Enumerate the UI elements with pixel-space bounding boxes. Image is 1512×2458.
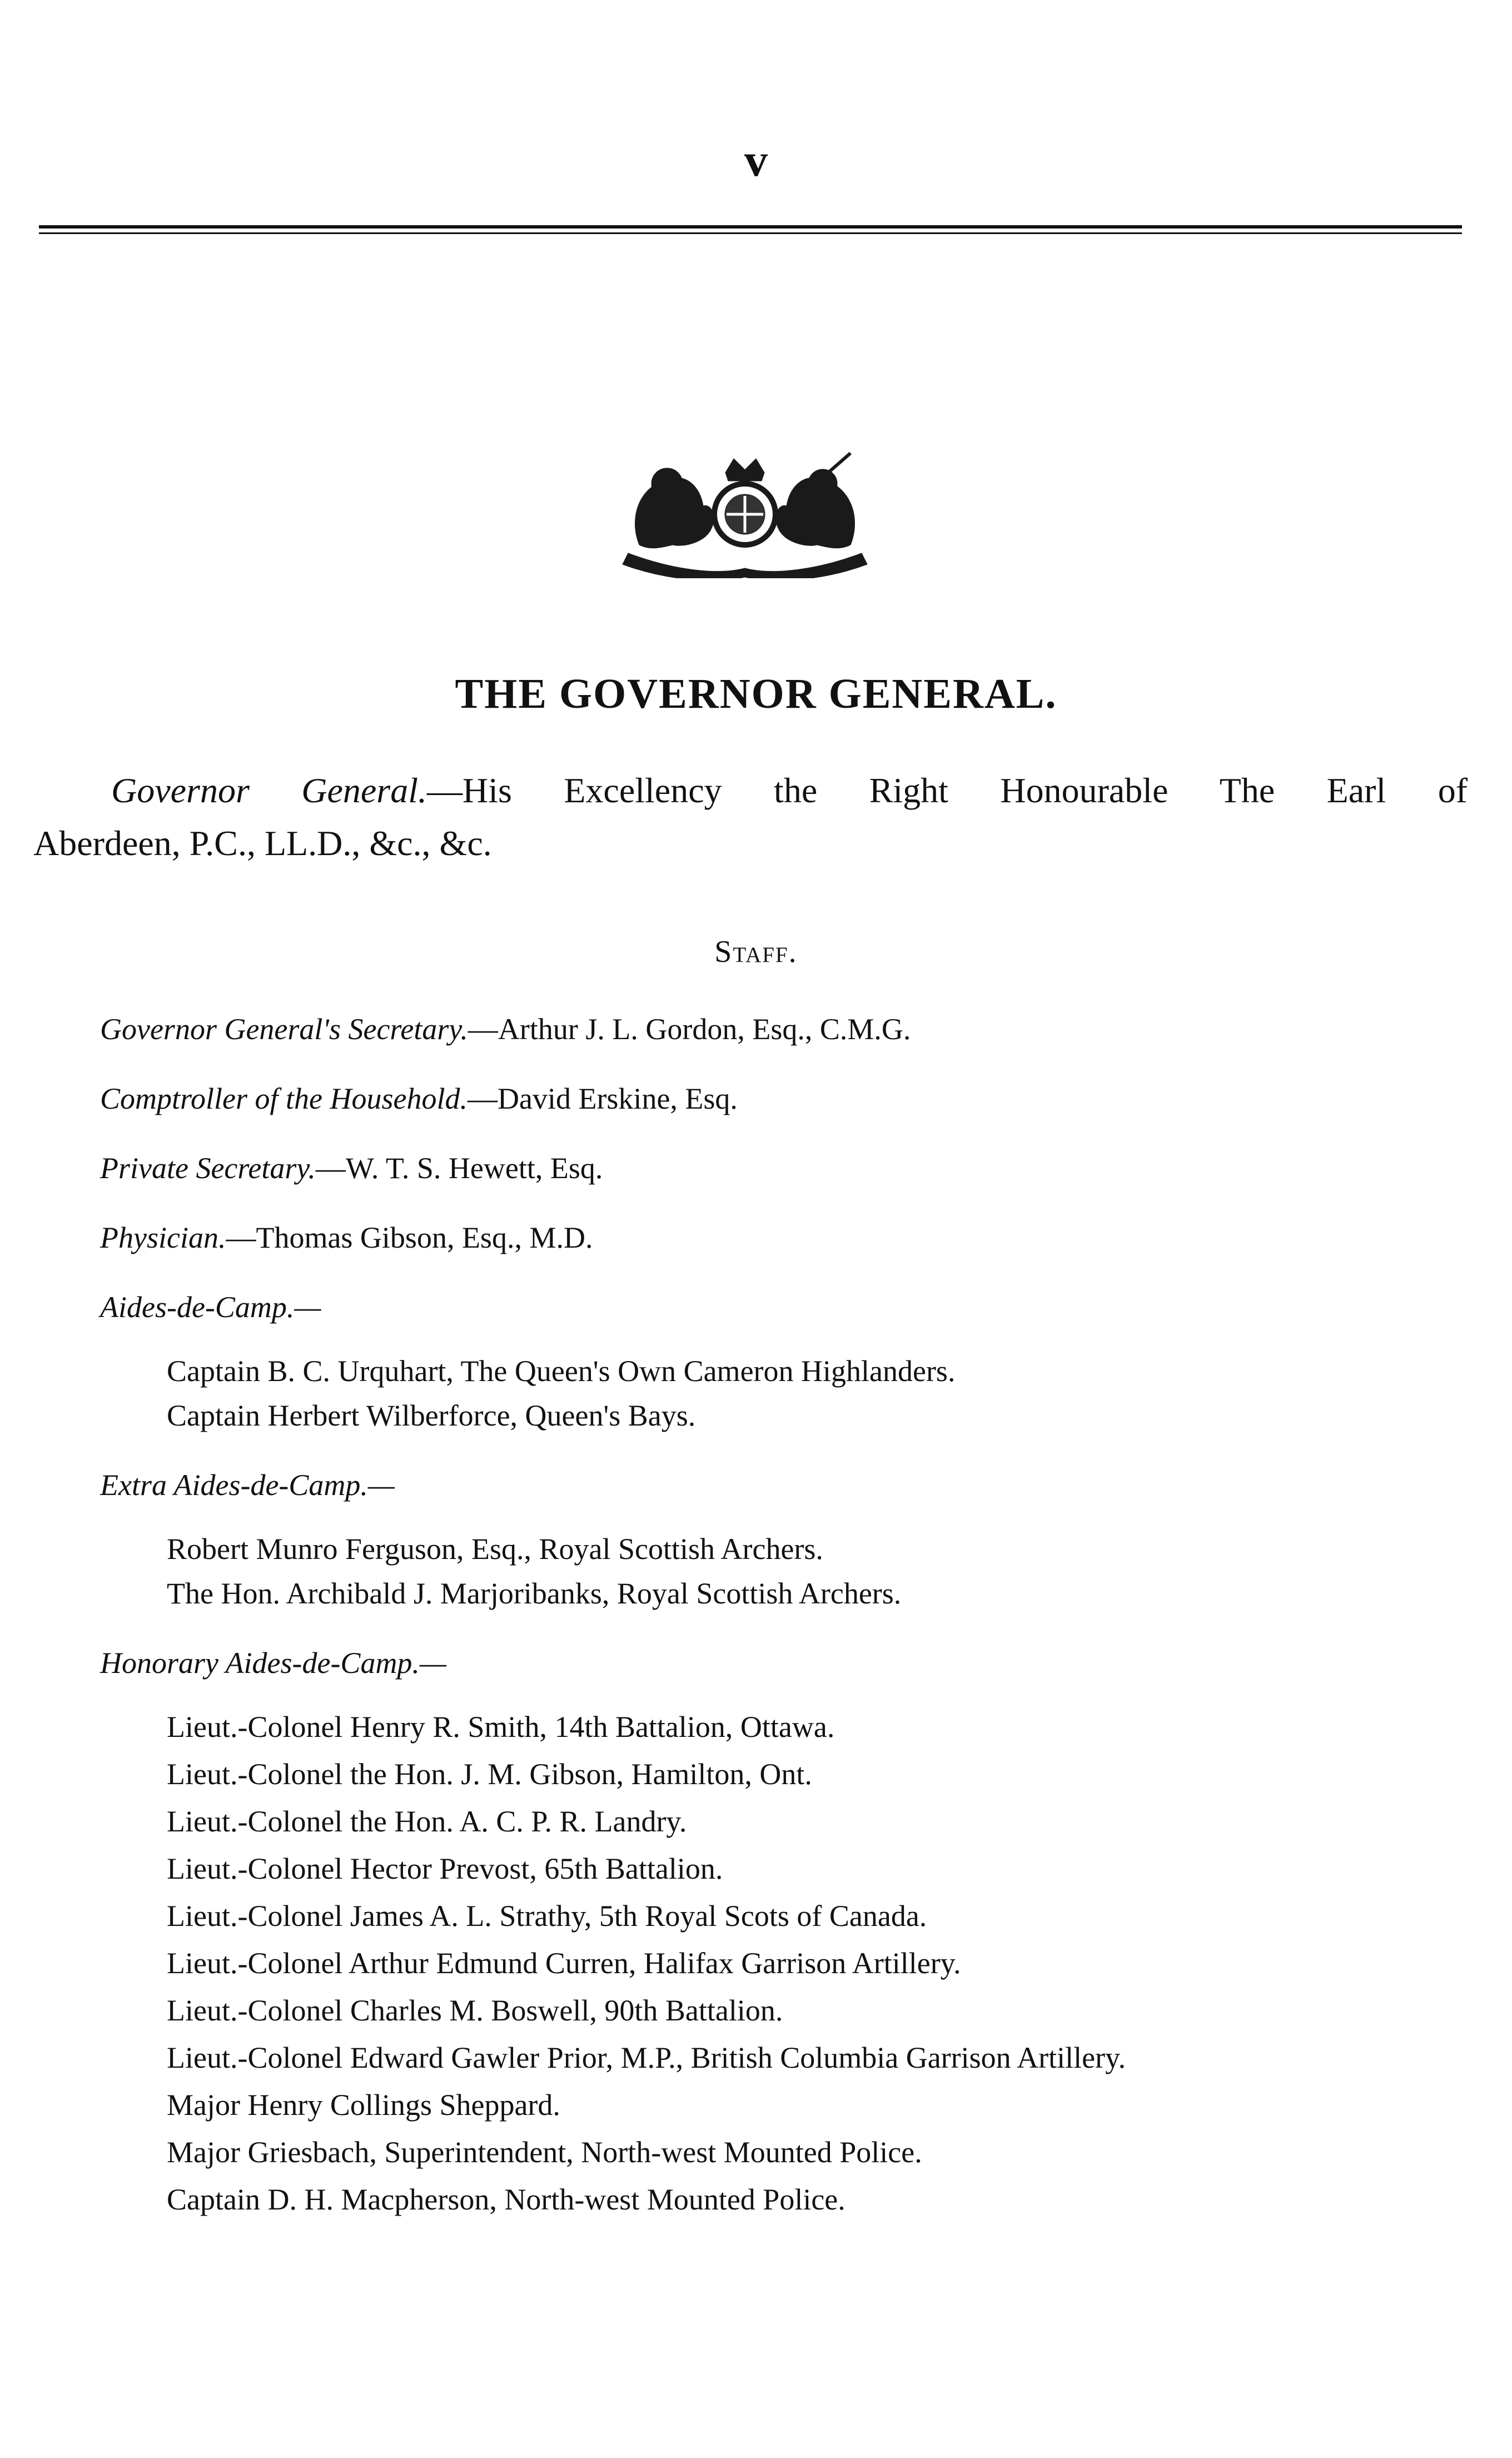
header-rule-thick [39,225,1462,229]
honorary-aides-heading: Honorary Aides-de-Camp.— [100,1646,446,1680]
royal-coat-of-arms-icon [606,450,884,578]
page-number: v [744,135,768,186]
honorary-aide-member: Lieut.-Colonel Arthur Edmund Curren, Halifax Garrison Artillery. [167,1946,961,1980]
governor-general-entry [111,770,1468,811]
honorary-aide-member: Lieut.-Colonel Edward Gawler Prior, M.P., British Columbia Garrison Artillery. [167,2041,1126,2074]
extra-aides-heading: Extra Aides-de-Camp.— [100,1468,395,1502]
staff-entry-label: Comptroller of the Household. [100,1082,467,1115]
staff-entry-value: —W. T. S. Hewett, Esq. [315,1151,603,1185]
staff-heading: Staff. [714,935,798,969]
staff-entry-label: Governor General's Secretary. [100,1012,468,1046]
honorary-aide-member: Lieut.-Colonel Charles M. Boswell, 90th Battalion. [167,1994,783,2027]
honorary-aide-member: Lieut.-Colonel the Hon. J. M. Gibson, Hamilton, Ont. [167,1757,812,1791]
staff-entry [100,1151,603,1185]
extra-aide-member: The Hon. Archibald J. Marjoribanks, Royal Scottish Archers. [167,1577,902,1610]
aide-member: Captain Herbert Wilberforce, Queen's Bays. [167,1399,696,1432]
header-rule-thin [39,232,1462,234]
honorary-aide-member: Captain D. H. Macpherson, North-west Mounted Police. [167,2183,845,2216]
staff-entry-label: Private Secretary. [100,1151,316,1185]
staff-entry [100,1220,593,1255]
honorary-aide-member: Major Henry Collings Sheppard. [167,2088,560,2122]
governor-general-label: Governor General. [111,771,427,810]
staff-entry [100,1012,911,1046]
staff-entry-label: Physician. [100,1221,226,1254]
staff-entry-value: —Thomas Gibson, Esq., M.D. [226,1221,593,1254]
staff-entry-value: —Arthur J. L. Gordon, Esq., C.M.G. [467,1012,911,1046]
honorary-aide-member: Lieut.-Colonel Hector Prevost, 65th Battalion. [167,1852,723,1885]
extra-aide-member: Robert Munro Ferguson, Esq., Royal Scottish Archers. [167,1532,823,1566]
honorary-aide-member: Lieut.-Colonel Henry R. Smith, 14th Battalion, Ottawa. [167,1710,835,1744]
governor-general-value: —His Excellency the Right Honourable The Earl of [427,771,1468,810]
staff-entry [100,1081,738,1116]
aide-member: Captain B. C. Urquhart, The Queen's Own Cameron Highlanders. [167,1354,956,1388]
honorary-aide-member: Major Griesbach, Superintendent, North-west Mounted Police. [167,2136,922,2169]
honorary-aide-member: Lieut.-Colonel James A. L. Strathy, 5th Royal Scots of Canada. [167,1899,927,1933]
staff-entry-value: —David Erskine, Esq. [467,1082,738,1115]
governor-general-continuation: Aberdeen, P.C., LL.D., &c., &c. [33,823,492,863]
page-title: THE GOVERNOR GENERAL. [455,671,1057,717]
honorary-aide-member: Lieut.-Colonel the Hon. A. C. P. R. Landry. [167,1805,687,1838]
aides-de-camp-heading: Aides-de-Camp.— [100,1290,321,1324]
